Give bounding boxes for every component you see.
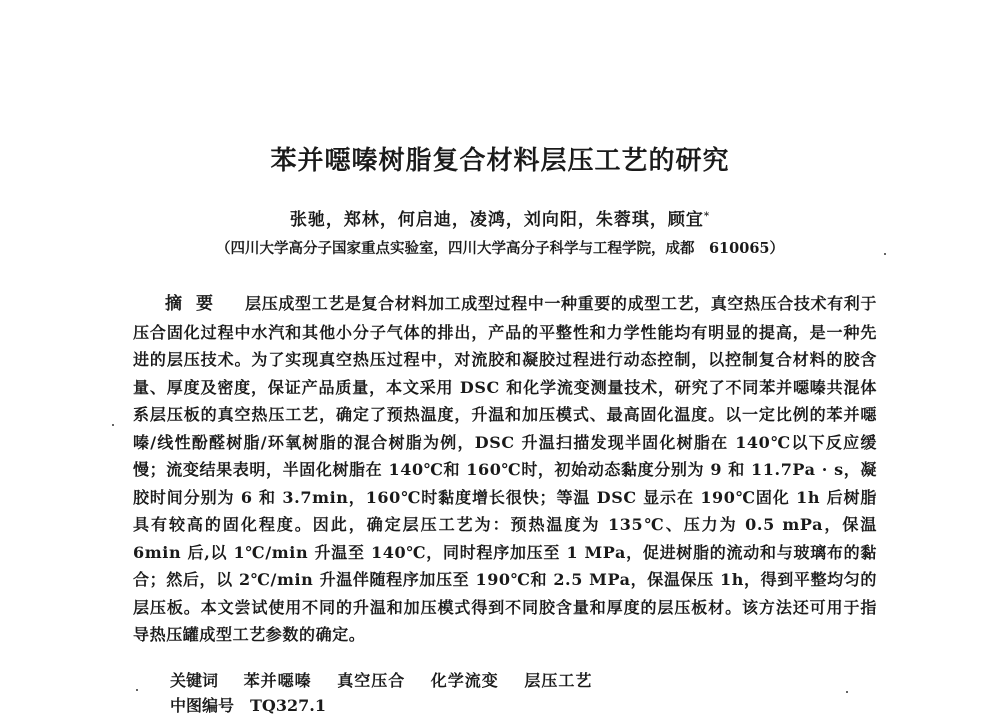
corresponding-author-mark: *	[703, 211, 711, 222]
scan-speck	[884, 253, 886, 255]
author-list	[0, 205, 1000, 230]
author-affiliation: （四川大学高分子国家重点实验室，四川大学高分子科学与工程学院，成都 610065）	[215, 240, 785, 257]
abstract-paragraph	[133, 290, 877, 649]
keyword-item: 真空压合	[337, 671, 406, 690]
paper-title: 苯并噁嗪树脂复合材料层压工艺的研究	[270, 146, 730, 176]
author-names: 张驰，郑林，何启迪，凌鸿，刘向阳，朱蓉琪，顾宜	[289, 210, 704, 230]
abstract-label: 摘要	[165, 294, 228, 314]
keyword-item: 层压工艺	[524, 671, 593, 690]
abstract-text: 层压成型工艺是复合材料加工成型过程中一种重要的成型工艺，真空热压合技术有利于压合固化过程中水汽和其他小分子气体的排出，产品的平整性和力学性能均有明显的提高，是一种先进的层压技术。为了实现真空热压过程中，对流胶和凝胶过程进行动态控制，以控制复合材料的胶含量、厚度及密度，保证产品质量，本文采用 DSC 和化学流变测量技术，研究了不同苯并噁嗪共混体系层压板的真空热压工艺，确定了预热温度，升温和加压模式、最高固化温度。以一定比例的苯并噁嗪/线性酚醛树脂/环氧树脂的混合树脂为例，DSC 升温扫描发现半固化树脂在 140℃以下反应缓慢；流变结果表明，半固化树脂在 140℃和 160℃时，初始动态黏度分别为 9 和 11.7Pa · s，凝胶时间分别为 6 和 3.7min，160℃时黏度增长很快；等温 DSC 显示在 190℃固化 1h 后树脂具有较高的固化程度。因此，确定层压工艺为：预热温度为 135℃、压力为 0.5 mPa，保温 6min 后,以 1℃/min 升温至 140℃，同时程序加压至 1 MPa，促进树脂的流动和与玻璃布的黏合；然后，以 2℃/min 升温伴随程序加压至 190℃和 2.5 MPa，保温保压 1h，得到平整均匀的层压板。本文尝试使用不同的升温和加压模式得到不同胶含量和厚度的层压板材。该方法还可用于指导热压罐成型工艺参数的确定。	[133, 294, 877, 644]
scan-speck	[112, 424, 114, 426]
keywords-line	[170, 668, 612, 691]
scan-speck	[136, 689, 138, 691]
keyword-item: 苯并噁嗪	[243, 671, 312, 690]
scan-speck	[846, 691, 848, 693]
keyword-item: 化学流变	[430, 671, 499, 690]
classification-line-cut-off: 中图编号 TQ327.1	[170, 696, 326, 715]
keywords-label: 关键词	[170, 671, 219, 690]
